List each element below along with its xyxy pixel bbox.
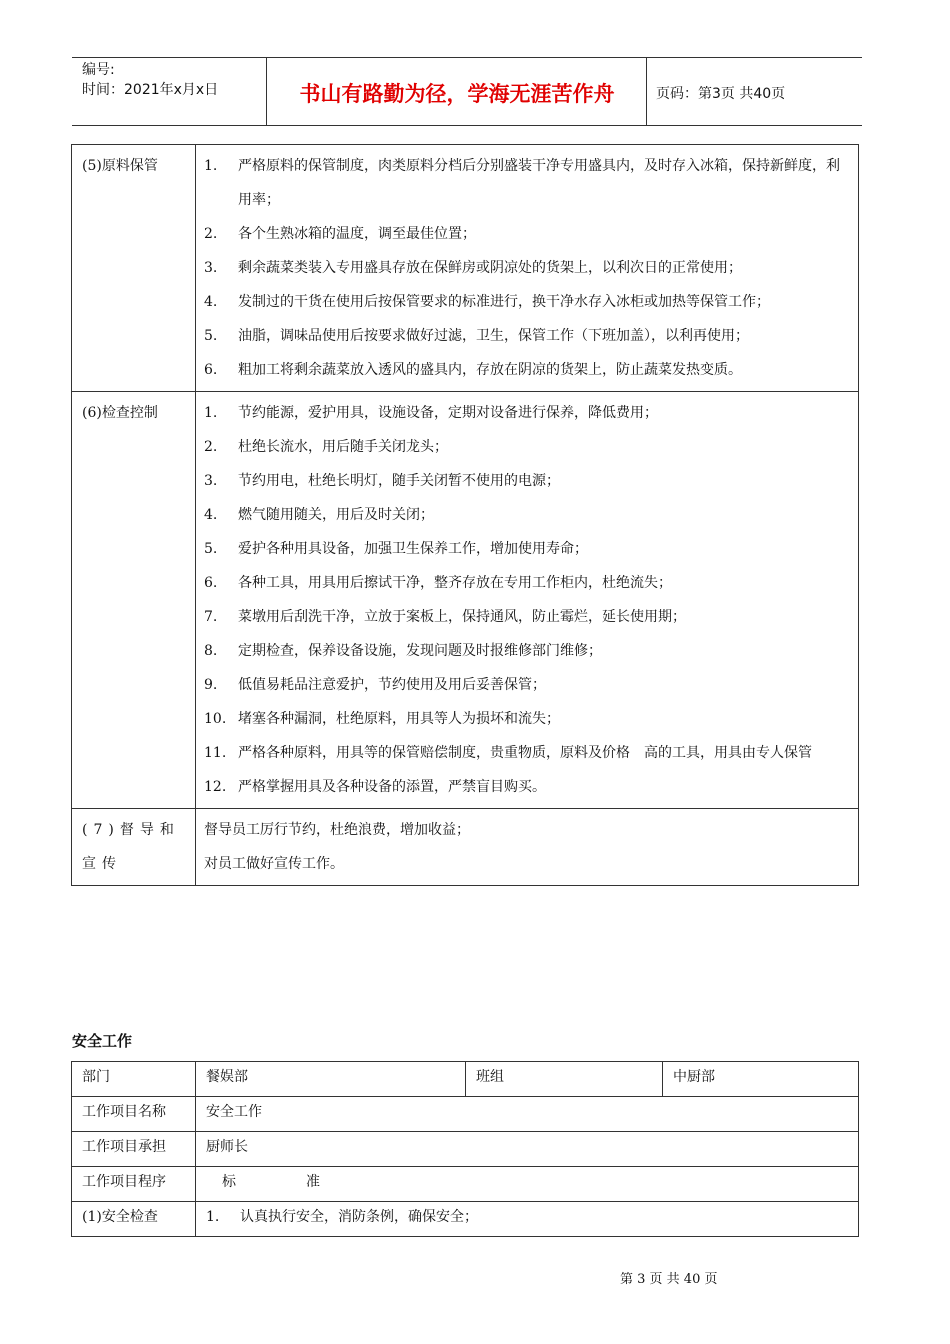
team-value: 中厨部 <box>663 1062 859 1097</box>
list-item: 5. 油脂，调味品使用后按要求做好过滤，卫生，保管工作（下班加盖），以利再使用； <box>204 328 749 344</box>
list-item: 6. 粗加工将剩余蔬菜放入透风的盛具内，存放在阴凉的货架上，防止蔬菜发热变质。 <box>204 362 742 378</box>
row-label: (6)检查控制 <box>72 392 196 809</box>
procedure-value: 标 准 <box>196 1167 859 1202</box>
header-meta <box>82 60 218 100</box>
header-page-label: 页码：第3页 共40页 <box>656 86 786 102</box>
row-label: (7)督导和宣传 <box>72 809 196 886</box>
list-item: 3. 剩余蔬菜类装入专用盛具存放在保鲜房或阴凉处的货架上，以利次日的正常使用； <box>204 260 742 276</box>
content-line: 对员工做好宣传工作。 <box>204 856 344 872</box>
list-item: 5. 爱护各种用具设备，加强卫生保养工作，增加使用寿命； <box>204 541 588 557</box>
list-item: 9. 低值易耗品注意爱护，节约使用及用后妥善保管； <box>204 677 546 693</box>
list-item: 4. 发制过的干货在使用后按保管要求的标准进行，换干净水存入冰柜或加热等保管工作； <box>204 294 770 310</box>
row-label: (5)原料保管 <box>72 145 196 392</box>
page-footer: 第 3 页 共 40 页 <box>620 1272 718 1287</box>
table-row <box>72 1202 859 1237</box>
owner-label: 工作项目承担 <box>72 1132 196 1167</box>
list-item: 3. 节约用电，杜绝长明灯，随手关闭暂不使用的电源； <box>204 473 560 489</box>
section-title: 安全工作 <box>72 1032 133 1050</box>
list-item: 1. 严格原料的保管制度，肉类原料分档后分别盛装干净专用盛具内，及时存入冰箱，保持新鲜度，利用率； <box>204 158 840 208</box>
list-item: 7. 菜墩用后刮洗干净，立放于案板上，保持通风，防止霉烂，延长使用期； <box>204 609 686 625</box>
list-item: 2. 各个生熟冰箱的温度，调至最佳位置； <box>204 226 476 242</box>
header-divider-left <box>266 58 267 125</box>
header-divider-right <box>646 58 647 125</box>
header-bottom-rule <box>72 125 862 126</box>
time-label: 时间：2021年x月x日 <box>82 82 219 98</box>
list-item: 6. 各种工具，用具用后擦试干净，整齐存放在专用工作柜内，杜绝流失； <box>204 575 672 591</box>
dept-label: 部门 <box>72 1062 196 1097</box>
table-row <box>72 1097 859 1132</box>
list-item: 8. 定期检查，保养设备设施，发现问题及时报维修部门维修； <box>204 643 602 659</box>
row-content <box>196 809 859 886</box>
table-row <box>72 809 859 886</box>
header-motto: 书山有路勤为径，学海无涯苦作舟 <box>299 82 615 106</box>
row-content <box>196 145 859 392</box>
header-top-rule <box>72 57 862 58</box>
content-line: 督导员工厉行节约，杜绝浪费，增加收益； <box>204 822 470 838</box>
procedure-table <box>71 144 859 886</box>
team-label: 班组 <box>466 1062 663 1097</box>
check-label: (1)安全检查 <box>72 1202 196 1237</box>
list-item: 12. 严格掌握用具及各种设备的添置，严禁盲目购买。 <box>204 779 546 795</box>
table-row <box>72 145 859 392</box>
owner-value: 厨师长 <box>196 1132 859 1167</box>
serial-label: 编号: <box>82 62 115 78</box>
table-row <box>72 1167 859 1202</box>
table-row <box>72 392 859 809</box>
procedure-label: 工作项目程序 <box>72 1167 196 1202</box>
name-label: 工作项目名称 <box>72 1097 196 1132</box>
list-item: 10. 堵塞各种漏洞，杜绝原料，用具等人为损坏和流失； <box>204 711 560 727</box>
list-item: 2. 杜绝长流水，用后随手关闭龙头； <box>204 439 448 455</box>
dept-value: 餐娱部 <box>196 1062 466 1097</box>
list-item: 4. 燃气随用随关，用后及时关闭； <box>204 507 434 523</box>
table-row <box>72 1062 859 1097</box>
list-item: 11. 严格各种原料，用具等的保管赔偿制度，贵重物质，原料及价格 高的工具，用具由专人保管 <box>204 745 812 761</box>
safety-table <box>71 1061 859 1237</box>
name-value: 安全工作 <box>196 1097 859 1132</box>
check-content <box>196 1202 859 1237</box>
row-content <box>196 392 859 809</box>
table-row <box>72 1132 859 1167</box>
list-item: 1. 节约能源，爱护用具，设施设备，定期对设备进行保养，降低费用； <box>204 405 658 421</box>
list-item: 1. 认真执行安全，消防条例，确保安全； <box>206 1209 478 1225</box>
